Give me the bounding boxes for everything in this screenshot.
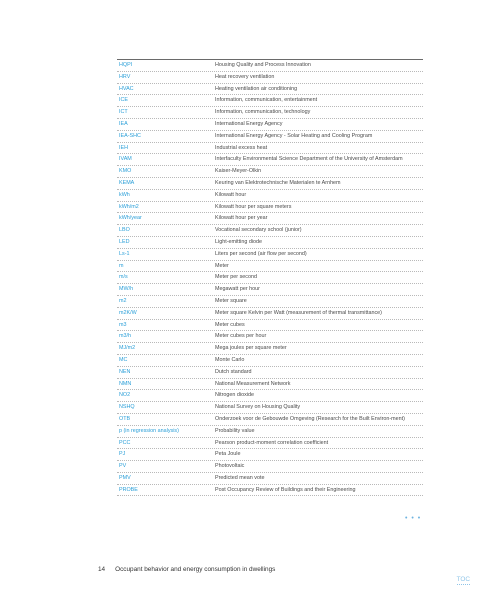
abbreviation: KMO [119, 168, 132, 175]
abbreviation: NSHQ [119, 404, 135, 411]
page-number: 14 [98, 566, 106, 573]
table-row [117, 426, 423, 438]
definition: Nitrogen dioxide [215, 392, 254, 399]
page-footer [98, 566, 275, 573]
abbreviation: NEN [119, 368, 131, 375]
definition: Industrial excess heat [215, 144, 268, 151]
definition: Kilowatt hour per year [215, 215, 268, 222]
definition: Onderzoek voor de Gebouwde Omgeving (Research for the Built Environ-ment) [215, 415, 405, 422]
toc-link[interactable]: TOC [456, 576, 470, 583]
definition: Probability value [215, 427, 255, 434]
abbreviation: LED [119, 238, 130, 245]
table-row [117, 449, 423, 461]
continuation-marker: • • • [405, 515, 422, 522]
table-row [117, 367, 423, 379]
table-row [117, 414, 423, 426]
abbreviation: LBO [119, 227, 130, 234]
definition: Predicted mean vote [215, 474, 265, 481]
definition: Kilowatt hour [215, 191, 247, 198]
table-row [117, 402, 423, 414]
definition: Photovoltaic [215, 463, 245, 470]
table-row [117, 154, 423, 166]
abbreviation: m3 [119, 321, 127, 328]
table-row [117, 343, 423, 355]
table-row [117, 379, 423, 391]
abbreviation: ICT [119, 109, 128, 116]
abbreviation: IEH [119, 144, 128, 151]
abbreviation: PJ [119, 451, 126, 458]
definition: Monte Carlo [215, 356, 245, 363]
table-row [117, 320, 423, 332]
definition: Light-emitting diode [215, 238, 263, 245]
abbreviation: m2 [119, 297, 127, 304]
table-row [117, 166, 423, 178]
definition: Megawatt per hour [215, 286, 260, 293]
definition: Meter cubes per hour [215, 333, 267, 340]
abbreviation: MJ/m2 [119, 345, 136, 352]
abbreviation: p (in regression analysis) [119, 427, 179, 434]
abbreviation: m [119, 262, 124, 269]
definition: Meter square Kelvin per Watt (measurement of thermal transmittance) [215, 309, 382, 316]
table-row [117, 95, 423, 107]
table-row [117, 190, 423, 202]
definition: Information, communication, technology [215, 109, 311, 116]
table-row [117, 331, 423, 343]
definition: Meter square [215, 297, 247, 304]
definition: National Measurement Network [215, 380, 291, 387]
abbreviation: PCC [119, 439, 131, 446]
abbreviation: KEMA [119, 179, 135, 186]
table-row [117, 84, 423, 96]
abbreviation: HRV [119, 73, 131, 80]
abbreviation: m2K/W [119, 309, 137, 316]
abbreviation: HQPI [119, 62, 133, 68]
table-row [117, 225, 423, 237]
table-row [117, 131, 423, 143]
abbreviation: kWh/year [119, 215, 142, 222]
table-row [117, 237, 423, 249]
definition: Post Occupancy Review of Buildings and their Engineering [215, 486, 356, 493]
table-row [117, 107, 423, 119]
definition: Interfaculty Environmental Science Department of the University of Amsterdam [215, 156, 403, 163]
table-row [117, 119, 423, 131]
abbreviation: MW/h [119, 286, 134, 293]
abbreviation: kWh [119, 191, 130, 198]
definition: Keuring van Elektrotechnische Materialen te Arnhem [215, 179, 341, 186]
table-row [117, 60, 423, 72]
abbreviation: NMN [119, 380, 132, 387]
definition: Meter cubes [215, 321, 245, 328]
table-row [117, 355, 423, 367]
definition: National Survey on Housing Quality [215, 404, 301, 411]
definition: Peta Joule [215, 451, 241, 458]
abbreviation: m3/h [119, 333, 131, 340]
abbreviation: Ls-1 [119, 250, 130, 257]
definition: Liters per second (air flow per second) [215, 250, 307, 257]
abbreviation: OTB [119, 415, 131, 422]
table-row [117, 438, 423, 450]
abbreviation: IEA-SHC [119, 132, 141, 139]
definition: Pearson product-moment correlation coefficient [215, 439, 329, 446]
table-row [117, 202, 423, 214]
definition: Kaiser-Meyer-Olkin [215, 168, 262, 175]
table-row [117, 272, 423, 284]
table-row [117, 390, 423, 402]
table-row [117, 284, 423, 296]
abbreviation: PV [119, 463, 127, 470]
abbreviation: IEA [119, 120, 128, 127]
abbreviation: MC [119, 356, 128, 363]
table-row [117, 178, 423, 190]
definition: Meter [215, 262, 229, 269]
abbreviation: ICE [119, 97, 128, 104]
abbreviation: IVAM [119, 156, 132, 163]
table-row [117, 143, 423, 155]
abbreviation: NO2 [119, 392, 131, 399]
definition: Housing Quality and Process Innovation [215, 62, 311, 68]
definition: Information, communication, entertainment [215, 97, 318, 104]
table-row [117, 249, 423, 261]
abbreviation: HVAC [119, 85, 134, 92]
table-row [117, 485, 423, 497]
table-row [117, 213, 423, 225]
definition: International Energy Agency [215, 120, 283, 127]
abbreviation: PMV [119, 474, 131, 481]
abbreviation: kWh/m2 [119, 203, 139, 210]
definition: Mega joules per square meter [215, 345, 287, 352]
definition: Kilowatt hour per square meters [215, 203, 292, 210]
table-row [117, 296, 423, 308]
table-row [117, 473, 423, 485]
table-row [117, 308, 423, 320]
table-row [117, 461, 423, 473]
definition: Vocational secondary school (junior) [215, 227, 302, 234]
definition: International Energy Agency - Solar Heating and Cooling Program [215, 132, 373, 139]
definition: Meter per second [215, 274, 257, 281]
definition: Dutch standard [215, 368, 252, 375]
abbreviations-table [117, 59, 423, 496]
table-row [117, 261, 423, 273]
running-title: Occupant behavior and energy consumption in dwellings [115, 566, 276, 573]
definition: Heat recovery ventilation [215, 73, 275, 80]
abbreviation: m/s [119, 274, 128, 281]
abbreviation: PROBE [119, 486, 138, 493]
table-row [117, 72, 423, 84]
definition: Heating ventilation air conditioning [215, 85, 298, 92]
